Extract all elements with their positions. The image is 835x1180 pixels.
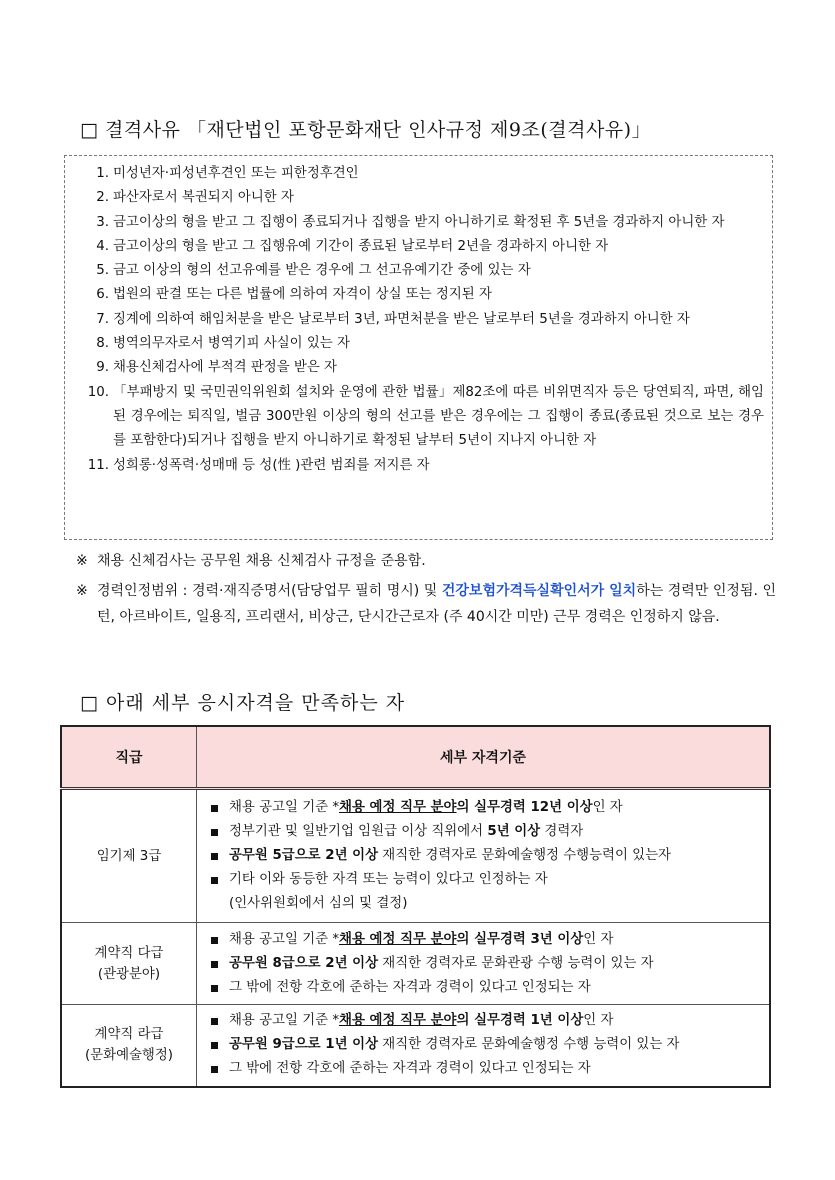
criteria-text-pre: 기타 이와 동등한 자격 또는 능력이 있다고 인정하는 자	[229, 872, 548, 887]
list-item	[65, 186, 772, 210]
list-item	[65, 381, 772, 454]
criteria-text-b: 공무원 9급으로 1년 이상	[229, 1037, 379, 1053]
list-item-text: 징계에 의하여 해임처분을 받은 날로부터 3년, 파면처분을 받은 날로부터 5년을 경과하지 아니한 자	[113, 311, 690, 327]
criteria-list	[207, 1009, 761, 1081]
list-item-number: 8.	[96, 336, 109, 352]
grade-field: (관광분야)	[97, 966, 161, 982]
note-physical-exam	[76, 548, 776, 574]
list-item-text: 병역의무자로서 병역기피 사실이 있는 자	[113, 336, 350, 352]
list-item	[65, 162, 772, 186]
disqualification-box	[64, 155, 773, 540]
grade-cell	[61, 1005, 197, 1087]
list-item-number: 7.	[96, 311, 109, 327]
table-row	[61, 923, 770, 1005]
list-item-number: 4.	[96, 238, 109, 254]
criteria-item	[207, 1057, 761, 1081]
criteria-item	[207, 844, 761, 868]
criteria-text-pre: 채용 공고일 기준 *	[229, 800, 340, 815]
list-item-number: 6.	[96, 287, 109, 303]
reference-mark-icon: ※	[76, 583, 88, 599]
criteria-text-pre: 정부기관 및 일반기업 임원급 이상 직위에서	[229, 824, 488, 839]
criteria-text-post: 인 자	[592, 800, 623, 815]
list-item-text: 금고이상의 형을 받고 그 집행이 종료되거나 집행을 받지 아니하기로 확정된 후 5년을 경과하지 아니한 자	[113, 214, 725, 230]
criteria-item	[207, 1009, 761, 1033]
list-item-text: 법원의 판결 또는 다른 법률에 의하여 자격이 상실 또는 정지된 자	[113, 287, 492, 303]
grade-cell	[61, 923, 197, 1005]
criteria-text-pre: 그 밖에 전항 각호에 준하는 자격과 경력이 있다고 인정되는 자	[229, 979, 591, 995]
table-header-row	[61, 726, 770, 789]
square-bullet-icon	[211, 829, 218, 836]
criteria-cell	[197, 1005, 771, 1087]
list-item-text: 「부패방지 및 국민권익위원회 설치와 운영에 관한 법률」제82조에 따른 비위면직자 등은 당연퇴직, 파면, 해임된 경우에는 퇴직일, 벌금 300만원 이상의 형의 선고를 받은 경우에는 그 집행이 종료(종료된 것으로 보는 경우를 포함한다)되거나 집행을 받지 아니하기로 확정된 날부터 5년이 지나지 아니한 자	[113, 384, 764, 449]
criteria-text-pre: 채용 공고일 기준 *	[229, 1013, 340, 1029]
square-bullet-icon	[211, 961, 218, 968]
criteria-text-post: 재직한 경력자로 문화예술행정 수행능력이 있는자	[378, 848, 671, 863]
square-bullet-icon	[211, 1018, 218, 1025]
criteria-text-b: 의 실무경력 3년 이상	[456, 931, 584, 947]
grade-name: 계약직 다급	[94, 945, 164, 961]
criteria-text-post: 재직한 경력자로 문화예술행정 수행 능력이 있는 자	[378, 1037, 680, 1053]
square-bullet-icon	[211, 853, 218, 860]
note-career-scope	[76, 578, 776, 630]
criteria-text-pre: 그 밖에 전항 각호에 준하는 자격과 경력이 있다고 인정되는 자	[229, 1061, 591, 1077]
checkbox-square-icon: □	[80, 119, 99, 141]
grade-name: 계약직 라급	[94, 1027, 164, 1043]
criteria-text-b: 의 실무경력 12년 이상	[456, 800, 593, 815]
criteria-text-post: 재직한 경력자로 문화관광 수행 능력이 있는 자	[378, 955, 654, 971]
criteria-item	[207, 820, 761, 844]
list-item	[65, 235, 772, 259]
list-item-number: 9.	[96, 360, 109, 376]
note-text-post: 하는 경력만 인정됨. 인턴, 아르바이트, 일용직, 프리랜서, 비상근, 단시간근로자 (주 40시간 미만) 근무 경력은 인정하지 않음.	[97, 583, 776, 625]
list-item-number: 3.	[96, 214, 109, 230]
criteria-text-b: 공무원 8급으로 2년 이상	[229, 955, 379, 971]
list-item-text: 금고 이상의 형의 선고유예를 받은 경우에 그 선고유예기간 중에 있는 자	[113, 263, 531, 279]
list-item-number: 10.	[87, 384, 109, 400]
criteria-item	[207, 796, 761, 820]
list-item-number: 2.	[96, 190, 109, 206]
list-item-text: 성희롱·성폭력·성매매 등 성(性 )관련 범죄를 저지른 자	[113, 457, 430, 473]
header-criteria: 세부 자격기준	[197, 726, 771, 789]
table-row	[61, 789, 770, 923]
criteria-text-b: 5년 이상	[487, 824, 541, 839]
disqualification-list	[65, 162, 772, 478]
note-highlight: 건강보험가격득실확인서가 일치	[441, 583, 637, 599]
list-item	[65, 308, 772, 332]
criteria-cell	[197, 923, 771, 1005]
criteria-list	[207, 796, 761, 916]
criteria-item	[207, 976, 761, 1000]
square-bullet-icon	[211, 805, 218, 812]
criteria-text-post: 인 자	[583, 1013, 614, 1029]
note-text	[97, 578, 776, 630]
criteria-note: (인사위원회에서 심의 및 결정)	[229, 896, 408, 911]
list-item-text: 파산자로서 복권되지 아니한 자	[113, 190, 294, 206]
criteria-text-post: 인 자	[583, 931, 614, 947]
qualification-table	[60, 725, 771, 1088]
criteria-text-u: 채용 예정 직무 분야	[339, 800, 457, 815]
list-item-text: 채용신체검사에 부적격 판정을 받은 자	[113, 360, 337, 376]
square-bullet-icon	[211, 1066, 218, 1073]
square-bullet-icon	[211, 877, 218, 884]
criteria-text-b: 공무원 5급으로 2년 이상	[229, 848, 379, 863]
list-item	[65, 332, 772, 356]
list-item	[65, 454, 772, 478]
list-item-number: 1.	[96, 166, 109, 181]
criteria-item	[207, 928, 761, 952]
list-item-number: 11.	[87, 457, 109, 473]
grade-field: (문화예술행정)	[84, 1048, 174, 1064]
header-grade: 직급	[61, 726, 197, 789]
square-bullet-icon	[211, 1042, 218, 1049]
criteria-text-u: 채용 예정 직무 분야	[339, 1013, 457, 1029]
list-item	[65, 211, 772, 235]
reference-mark-icon: ※	[76, 553, 88, 569]
criteria-item	[207, 1033, 761, 1057]
list-item-number: 5.	[96, 263, 109, 279]
list-item	[65, 259, 772, 283]
criteria-text-post: 경력자	[540, 824, 584, 839]
criteria-cell	[197, 789, 771, 923]
square-bullet-icon	[211, 985, 218, 992]
note-text: 채용 신체검사는 공무원 채용 신체검사 규정을 준용함.	[97, 553, 426, 569]
criteria-text-u: 채용 예정 직무 분야	[339, 931, 457, 947]
list-item-text: 금고이상의 형을 받고 그 집행유예 기간이 종료된 날로부터 2년을 경과하지 아니한 자	[113, 238, 609, 254]
list-item	[65, 283, 772, 307]
note-text-pre: 경력인정범위 : 경력·재직증명서(담당업무 필히 명시) 및	[97, 583, 442, 599]
checkbox-square-icon: □	[80, 692, 99, 714]
section-title: 아래 세부 응시자격을 만족하는 자	[106, 692, 406, 714]
section-title: 결격사유 「재단법인 포항문화재단 인사규정 제9조(결격사유)」	[105, 119, 652, 141]
grade-name: 임기제 3급	[96, 848, 162, 864]
table-row	[61, 1005, 770, 1087]
grade-cell	[61, 789, 197, 923]
criteria-item	[207, 952, 761, 976]
list-item-text: 미성년자·피성년후견인 또는 피한정후견인	[113, 166, 359, 181]
criteria-text-b: 의 실무경력 1년 이상	[456, 1013, 584, 1029]
criteria-item	[207, 868, 761, 892]
square-bullet-icon	[211, 937, 218, 944]
criteria-list	[207, 928, 761, 1000]
section-heading-disqualification	[80, 115, 651, 142]
section-heading-qualification	[80, 688, 405, 715]
criteria-text-pre: 채용 공고일 기준 *	[229, 931, 340, 947]
list-item	[65, 356, 772, 380]
